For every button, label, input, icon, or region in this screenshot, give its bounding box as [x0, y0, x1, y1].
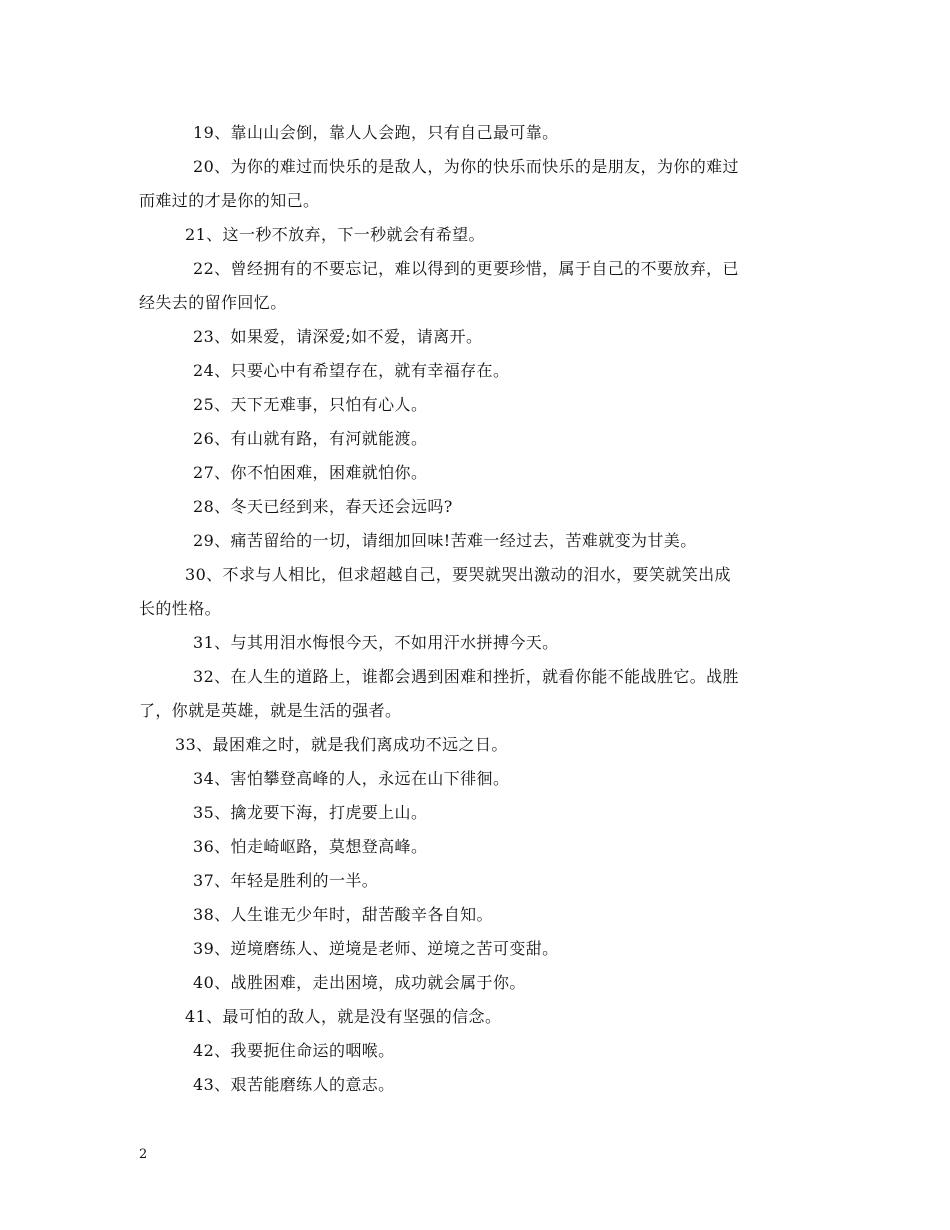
quote-line: 34、害怕攀登高峰的人，永远在山下徘徊。 — [193, 769, 510, 788]
quote-line: 37、年轻是胜利的一半。 — [193, 871, 379, 890]
quote-line: 33、最困难之时，就是我们离成功不远之日。 — [175, 735, 508, 754]
quote-line: 40、战胜困难，走出困境，成功就会属于你。 — [193, 973, 526, 992]
quote-line: 22、曾经拥有的不要忘记，难以得到的更要珍惜，属于自己的不要放弃，已 — [193, 259, 739, 278]
quote-line-continuation: 长的性格。 — [139, 599, 222, 618]
quote-line: 25、天下无难事，只怕有心人。 — [193, 395, 428, 414]
quote-line: 19、靠山山会倒，靠人人会跑，只有自己最可靠。 — [193, 123, 559, 142]
quote-line: 35、擒龙要下海，打虎要上山。 — [193, 803, 428, 822]
quote-line: 36、怕走崎岖路，莫想登高峰。 — [193, 837, 428, 856]
quote-line: 43、艰苦能磨练人的意志。 — [193, 1075, 395, 1094]
quote-line-continuation: 而难过的才是你的知己。 — [139, 191, 320, 210]
quote-line: 29、痛苦留给的一切，请细加回味!苦难一经过去，苦难就变为甘美。 — [193, 531, 697, 550]
quote-line: 21、这一秒不放弃，下一秒就会有希望。 — [185, 225, 485, 244]
quote-line: 32、在人生的道路上，谁都会遇到困难和挫折，就看你能不能战胜它。战胜 — [193, 667, 739, 686]
quote-line: 38、人生谁无少年时，甜苦酸辛各自知。 — [193, 905, 493, 924]
page-number: 2 — [139, 1147, 148, 1162]
quote-line: 39、逆境磨练人、逆境是老师、逆境之苦可变甜。 — [193, 939, 559, 958]
quote-line: 24、只要心中有希望存在，就有幸福存在。 — [193, 361, 510, 380]
quote-line: 31、与其用泪水悔恨今天，不如用汗水拼搏今天。 — [193, 633, 559, 652]
quote-line: 28、冬天已经到来，春天还会远吗? — [193, 497, 453, 516]
quote-line: 23、如果爱，请深爱;如不爱，请离开。 — [193, 327, 483, 346]
quote-line-continuation: 了，你就是英雄，就是生活的强者。 — [139, 701, 402, 720]
quote-line: 42、我要扼住命运的咽喉。 — [193, 1041, 395, 1060]
quote-line-continuation: 经失去的留作回忆。 — [139, 293, 287, 312]
quote-line: 20、为你的难过而快乐的是敌人，为你的快乐而快乐的是朋友，为你的难过 — [193, 157, 739, 176]
quote-line: 27、你不怕困难，困难就怕你。 — [193, 463, 428, 482]
quote-line: 26、有山就有路，有河就能渡。 — [193, 429, 428, 448]
document-body — [139, 116, 815, 1102]
quote-line: 30、不求与人相比，但求超越自己，要哭就哭出激动的泪水，要笑就笑出成 — [185, 565, 731, 584]
quote-line: 41、最可怕的敌人，就是没有坚强的信念。 — [185, 1007, 502, 1026]
